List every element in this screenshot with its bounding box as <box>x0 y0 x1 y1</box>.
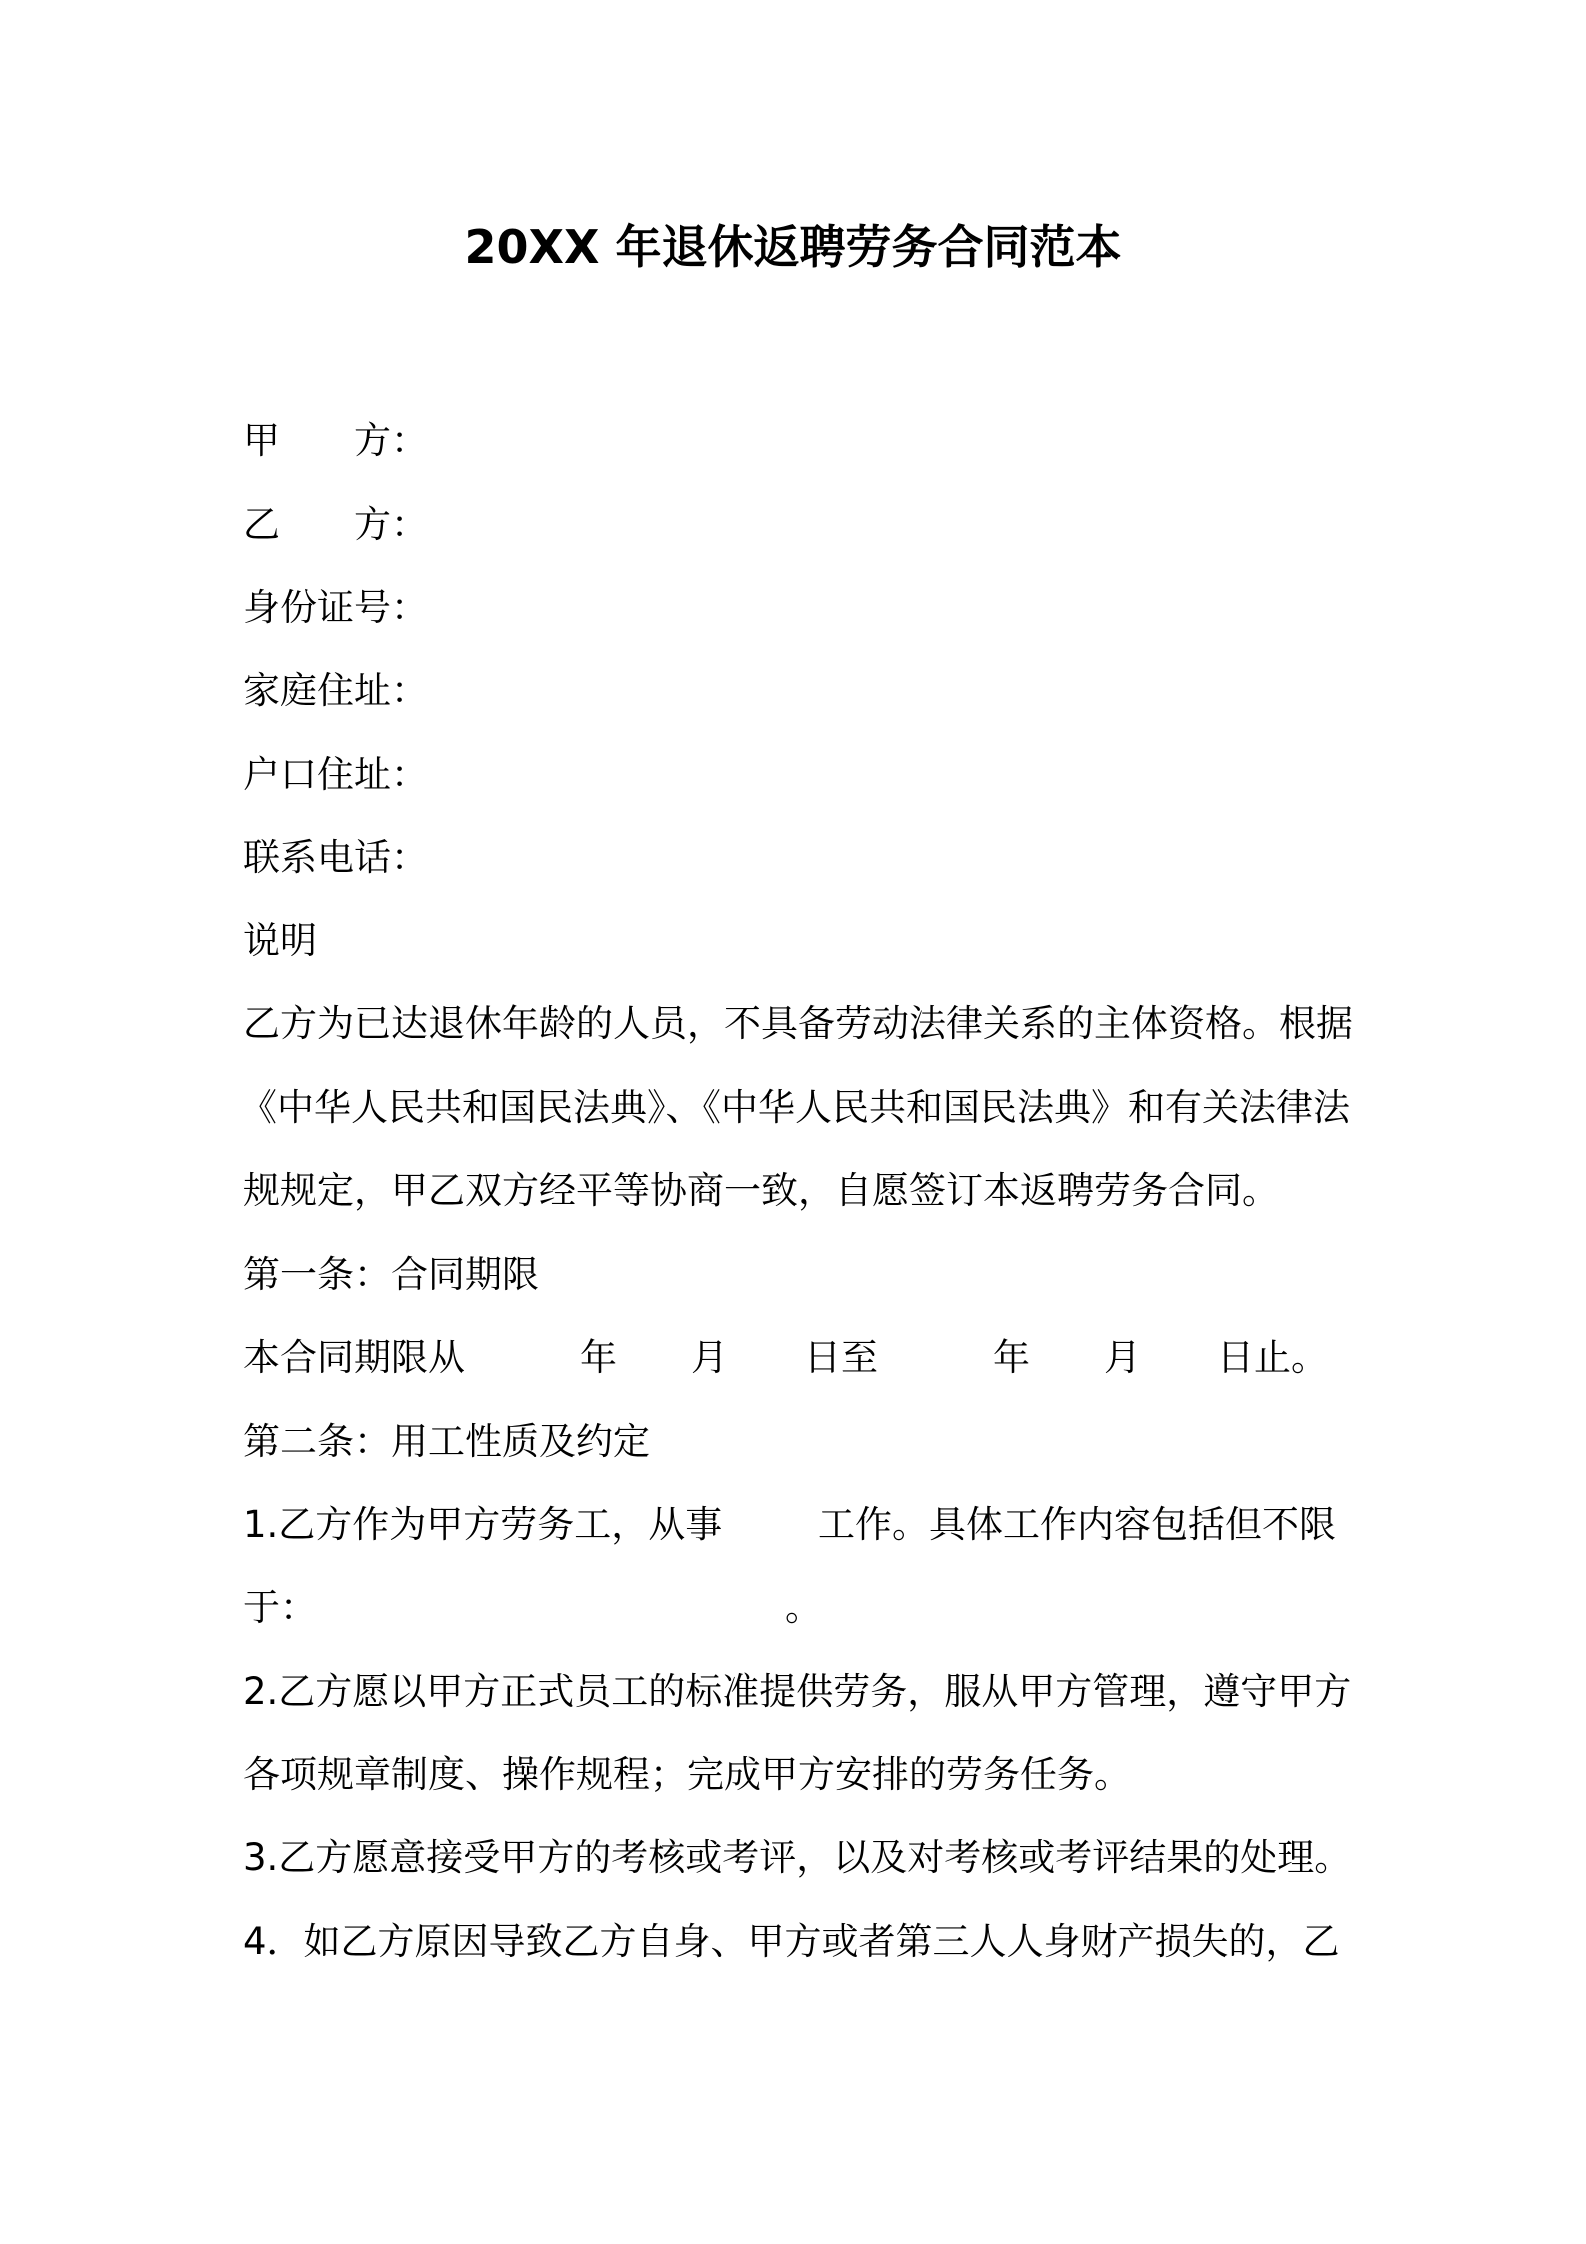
home-address-label: 家庭住址： <box>243 669 428 712</box>
article-1-heading: 第一条：合同期限 <box>243 1253 539 1296</box>
document-title: 20XX 年退休返聘劳务合同范本 <box>464 220 1122 274</box>
explanation-line: 规规定，甲乙双方经平等协商一致，自愿签订本返聘劳务合同。 <box>243 1169 1279 1212</box>
term-day-to: 日至 <box>804 1336 878 1379</box>
clause-1-part-2: 工作。具体工作内容包括但不限 <box>818 1503 1336 1546</box>
term-month-1: 月 <box>691 1336 728 1379</box>
term-year-1: 年 <box>580 1336 617 1379</box>
contract-term-line <box>243 1333 1353 1383</box>
article-2-heading: 第二条：用工性质及约定 <box>243 1420 650 1463</box>
term-year-2: 年 <box>993 1336 1030 1379</box>
clause-1-line-2-end: 。 <box>785 1586 822 1629</box>
clause-1-part-1: 1.乙方作为甲方劳务工，从事 <box>243 1503 723 1546</box>
term-prefix: 本合同期限从 <box>243 1336 465 1379</box>
clause-1-line-2-prefix: 于： <box>243 1586 317 1629</box>
clause-2-line: 各项规章制度、操作规程；完成甲方安排的劳务任务。 <box>243 1753 1131 1796</box>
clause-1-line-1 <box>243 1500 1353 1550</box>
phone-label: 联系电话： <box>243 836 428 879</box>
clause-2-line: 2.乙方愿以甲方正式员工的标准提供劳务，服从甲方管理，遵守甲方 <box>243 1670 1352 1713</box>
term-day-end: 日止。 <box>1217 1336 1328 1379</box>
explanation-line: 乙方为已达退休年龄的人员，不具备劳动法律关系的主体资格。根据 <box>243 1002 1353 1045</box>
id-number-label: 身份证号： <box>243 586 428 629</box>
clause-3: 3.乙方愿意接受甲方的考核或考评，以及对考核或考评结果的处理。 <box>243 1836 1352 1879</box>
party-a-label: 甲 方： <box>243 419 428 462</box>
term-month-2: 月 <box>1104 1336 1141 1379</box>
household-address-label: 户口住址： <box>243 753 428 796</box>
clause-1-line-2 <box>243 1583 1353 1633</box>
party-b-label: 乙 方： <box>243 503 428 546</box>
explanation-heading: 说明 <box>243 919 317 962</box>
explanation-line: 《中华人民共和国民法典》、《中华人民共和国民法典》和有关法律法 <box>240 1086 1350 1129</box>
clause-4: 4．如乙方原因导致乙方自身、甲方或者第三人人身财产损失的，乙 <box>243 1920 1340 1963</box>
